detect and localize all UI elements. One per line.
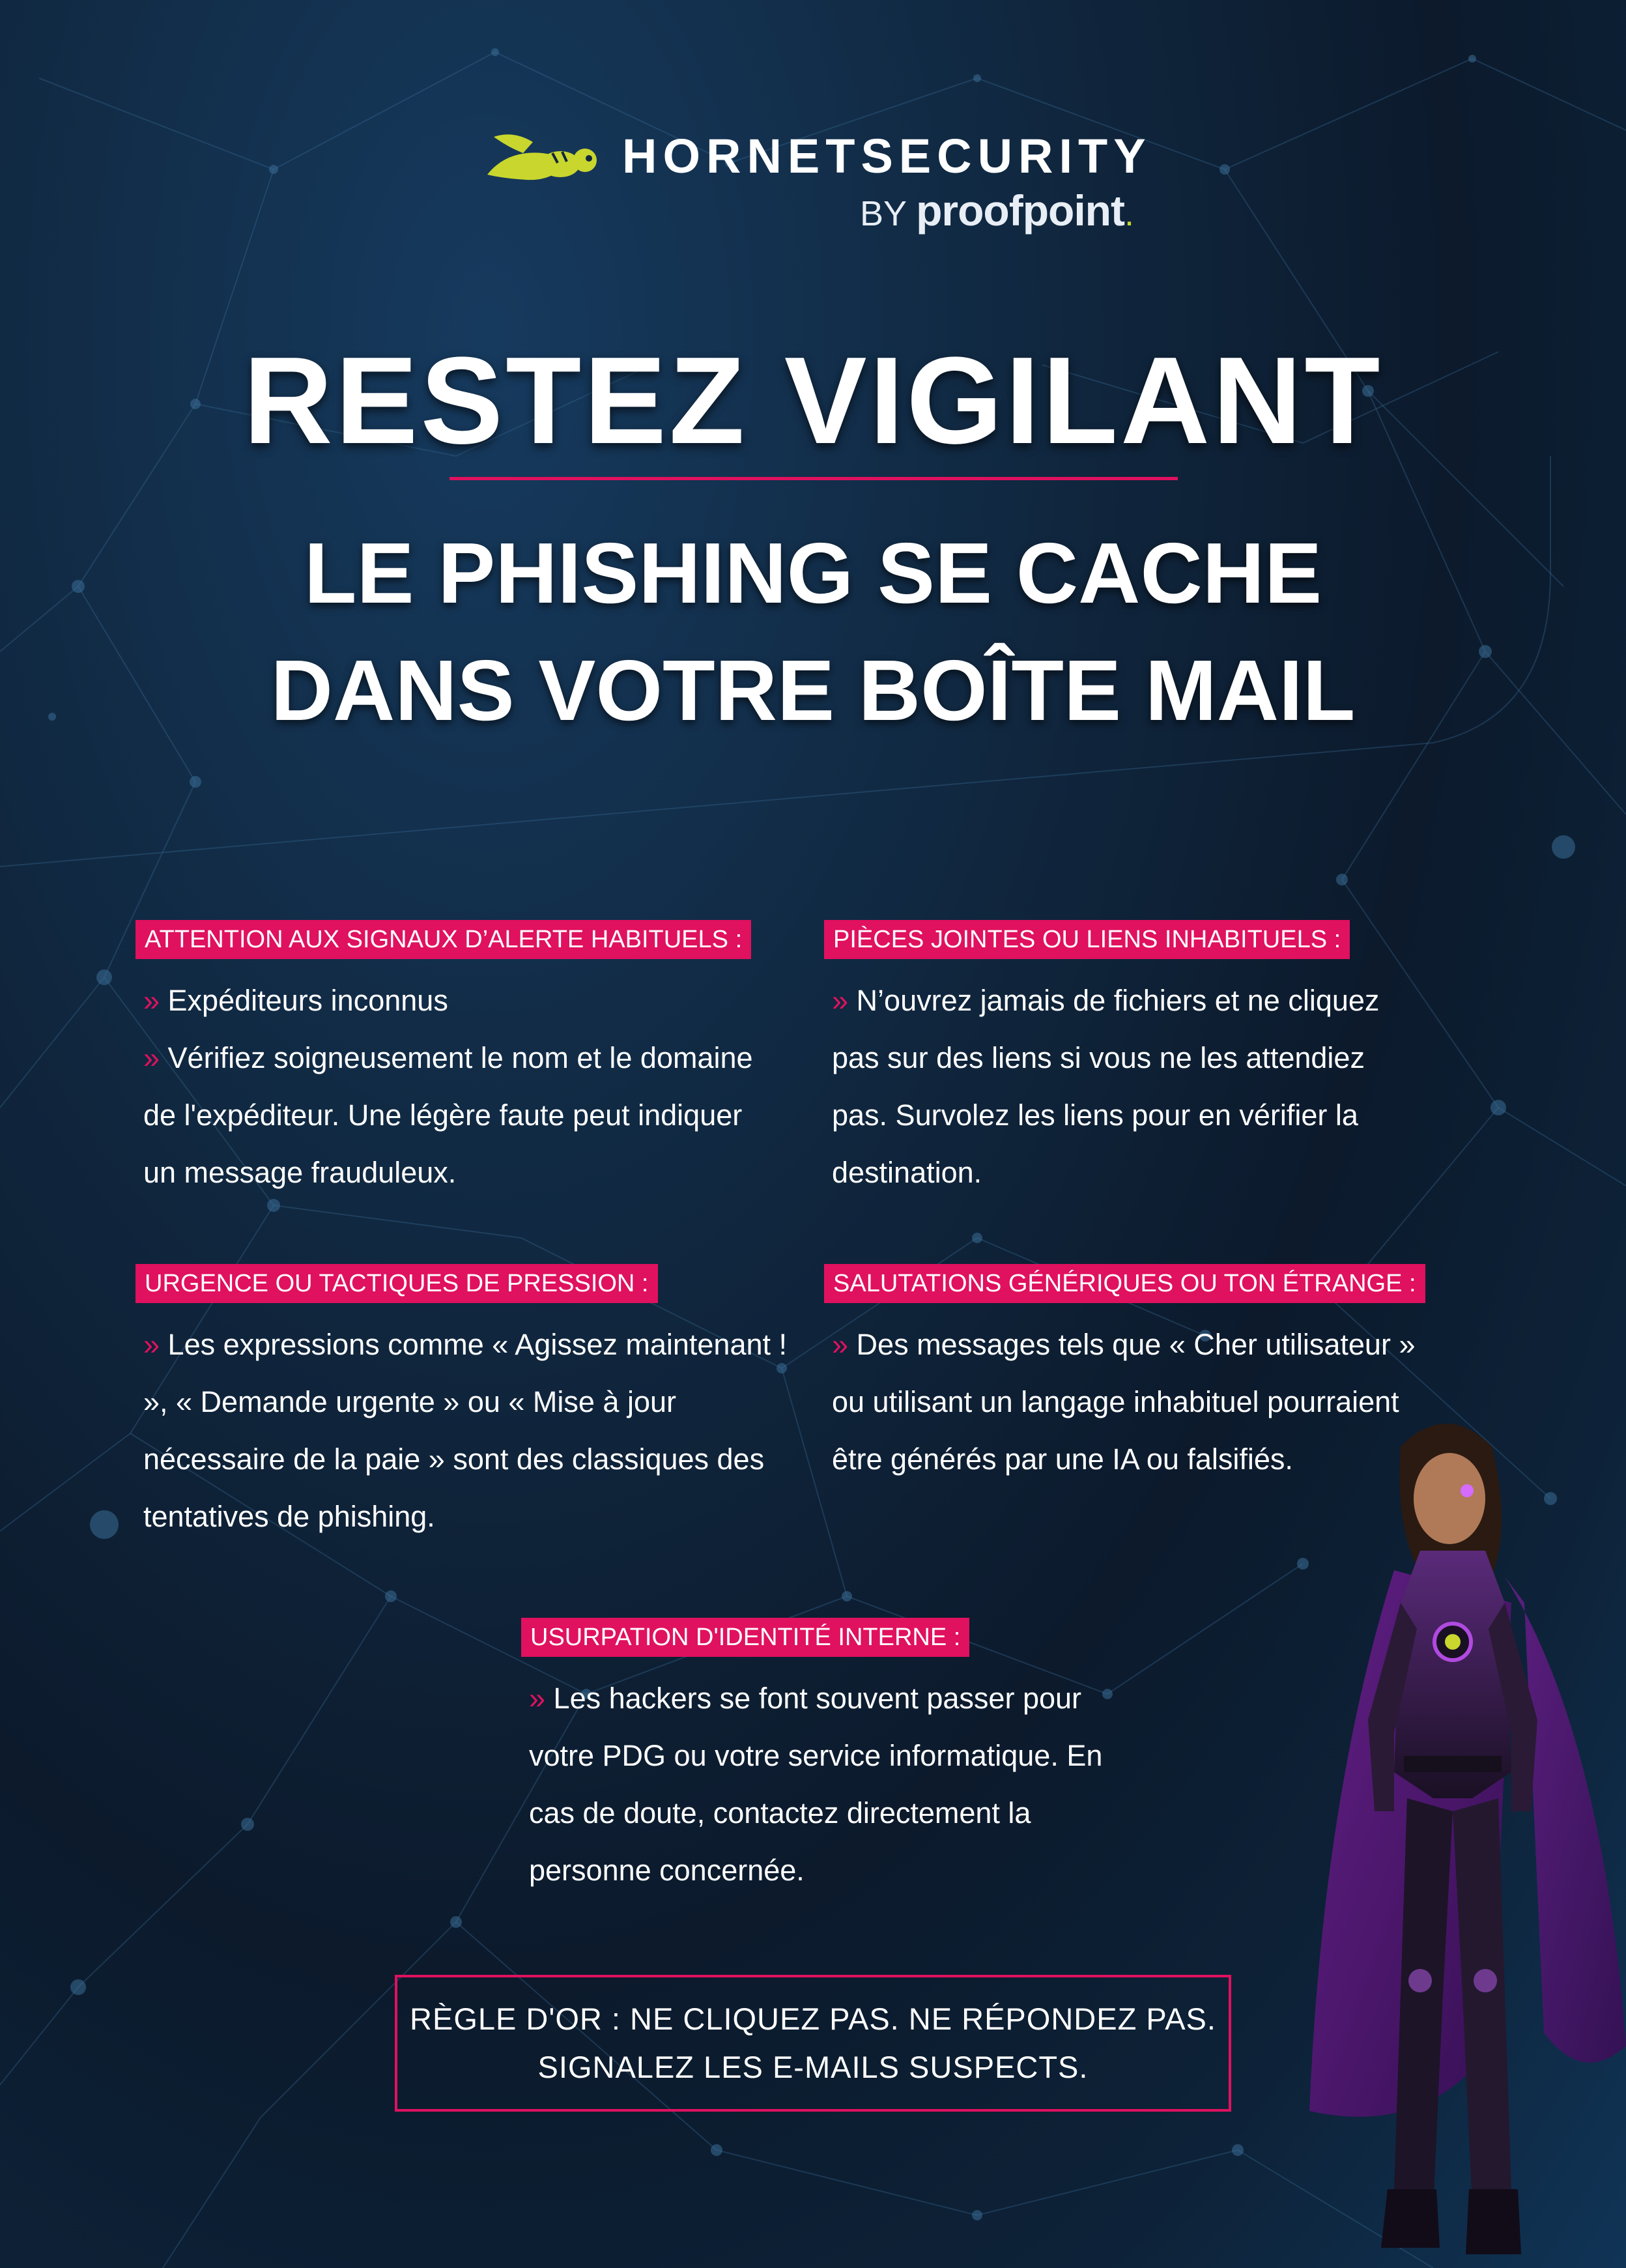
section-tag: USURPATION D'IDENTITÉ INTERNE :	[521, 1618, 969, 1657]
golden-rule-box	[395, 1975, 1231, 2112]
brand-logo	[482, 114, 1153, 238]
bullet-arrow-icon: »	[143, 1328, 160, 1361]
bullet-item	[143, 1316, 788, 1545]
section-body	[136, 972, 787, 1201]
brand-wordmark: HORNETSECURITY	[622, 129, 1152, 183]
subtitle-line-2: DANS VOTRE BOÎTE MAIL	[270, 642, 1356, 738]
section-tag: ATTENTION AUX SIGNAUX D’ALERTE HABITUELS :	[136, 920, 751, 959]
bullet-text: N’ouvrez jamais de fichiers et ne cliquez pas sur des liens si vous ne les attendiez pas. Survolez les liens pour en vérifier la destination.	[832, 984, 1380, 1189]
section-body	[136, 1316, 788, 1545]
section-body	[824, 972, 1418, 1201]
parent-brand: proofpoint	[916, 186, 1124, 235]
bullet-arrow-icon: »	[143, 1041, 160, 1074]
section-urgency	[136, 1264, 787, 1545]
superhero-illustration	[1296, 1407, 1626, 2268]
bullet-arrow-icon: »	[832, 984, 849, 1017]
golden-rule-line-1: RÈGLE D'OR : NE CLIQUEZ PAS. NE RÉPONDEZ PAS.	[410, 2002, 1216, 2036]
bullet-text: Les expressions comme « Agissez maintenant ! », « Demande urgente » ou « Mise à jour nécessaire de la paie » sont des classiques des tentatives de phishing.	[143, 1328, 788, 1533]
title-divider	[449, 477, 1178, 480]
section-impersonation	[521, 1618, 1173, 1899]
section-tag: URGENCE OU TACTIQUES DE PRESSION :	[136, 1264, 658, 1303]
bullet-item	[143, 972, 787, 1029]
subtitle-line-1: LE PHISHING SE CACHE	[304, 525, 1322, 621]
bullet-item	[529, 1670, 1154, 1899]
bullet-arrow-icon: »	[143, 984, 160, 1017]
bullet-arrow-icon: »	[832, 1328, 849, 1361]
section-warning-signs	[136, 920, 787, 1201]
bullet-item	[143, 1029, 769, 1201]
brand-byline	[860, 186, 1134, 235]
section-tag: PIÈCES JOINTES OU LIENS INHABITUELS :	[824, 920, 1350, 959]
page-title: RESTEZ VIGILANT	[243, 332, 1383, 470]
bullet-text: Les hackers se font souvent passer pour votre PDG ou votre service informatique. En cas de doute, contactez directement la personne concernée.	[529, 1682, 1103, 1887]
bullet-text: Des messages tels que « Cher utilisateur » ou utilisant un langage inhabituel pourraient être générés par une IA ou falsifiés.	[832, 1328, 1416, 1476]
bullet-text: Vérifiez soigneusement le nom et le domaine de l'expéditeur. Une légère faute peut indiquer un message frauduleux.	[143, 1041, 753, 1189]
bullet-arrow-icon: »	[529, 1682, 546, 1715]
bullet-text: Expéditeurs inconnus	[167, 984, 448, 1017]
golden-rule-line-2: SIGNALEZ LES E-MAILS SUSPECTS.	[537, 2050, 1089, 2084]
section-body	[521, 1670, 1154, 1899]
section-attachments	[824, 920, 1423, 1201]
hornet-logo-icon	[487, 124, 605, 189]
by-label: BY	[860, 194, 907, 233]
page-subtitle	[0, 515, 1626, 749]
bullet-item	[832, 972, 1418, 1201]
section-tag: SALUTATIONS GÉNÉRIQUES OU TON ÉTRANGE :	[824, 1264, 1425, 1303]
parent-brand-dot: .	[1124, 194, 1134, 233]
